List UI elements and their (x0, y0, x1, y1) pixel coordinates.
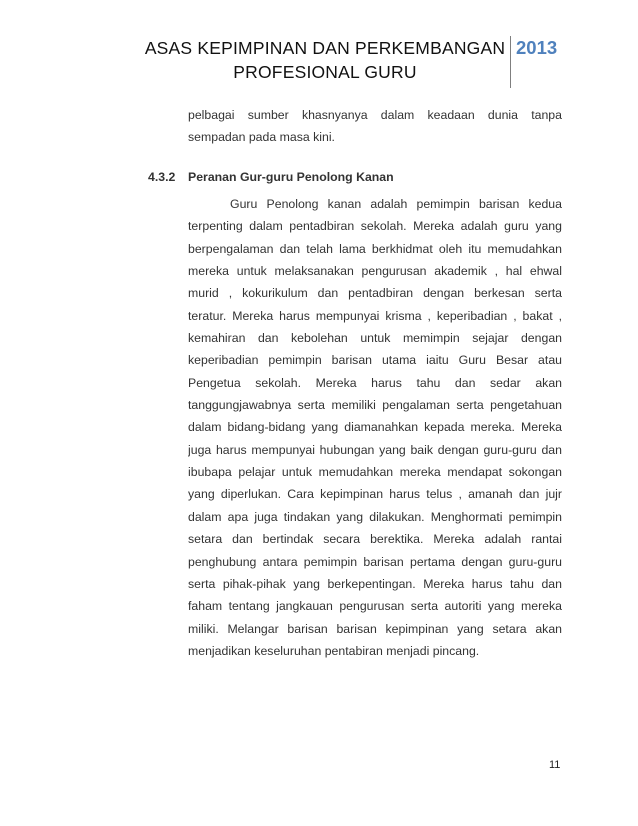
body-line: berpengalaman dan telah lama berkhidmat oleh itu memudahkan (188, 241, 562, 256)
intro-paragraph (188, 104, 562, 149)
body-line: tanggungjawabnya serta memiliki pengalaman serta pengetahuan (188, 398, 562, 413)
intro-line: pelbagai sumber khasnyanya dalam keadaan dunia tanpa (188, 108, 562, 122)
body-line: dalam bidang-bidang yang diamanahkan kepada mereka. Mereka (188, 420, 562, 435)
section-number: 4.3.2 (148, 170, 176, 184)
body-line: ibubapa pelajar untuk memudahkan mereka mendapat sokongan (188, 465, 562, 480)
section-title: Peranan Gur-guru Penolong Kanan (188, 170, 394, 184)
body-line: penghubung antara pemimpin barisan pertama dengan guru-guru (188, 554, 562, 569)
body-line: Pengetua sekolah. Mereka harus tahu dan sedar akan (188, 375, 562, 390)
body-line: keperibadian pemimpin barisan utama iaitu Guru Besar atau (188, 353, 562, 368)
body-line: setara dan bertindak secara berektika. Mereka adalah rantai (188, 532, 562, 547)
body-line: Guru Penolong kanan adalah pemimpin barisan kedua (230, 197, 562, 211)
header-title-line1: ASAS KEPIMPINAN DAN PERKEMBANGAN (144, 38, 506, 58)
body-line: juga harus mempunyai hubungan yang baik dengan guru-guru dan (188, 442, 562, 457)
body-line: teratur. Mereka harus mempunyai krisma , keperibadian , bakat , (188, 308, 562, 323)
body-line: yang diperlukan. Cara kepimpinan harus telus , amanah dan jujr (188, 487, 562, 502)
body-paragraph (188, 193, 562, 662)
intro-line: sempadan pada masa kini. (188, 130, 335, 145)
document-header (140, 36, 511, 88)
body-line: mereka untuk melaksanakan pengurusan akademik , hal ehwal (188, 264, 562, 279)
page-number: 11 (549, 759, 561, 771)
body-line: kemahiran dan kebolehan untuk memimpin sejajar dengan (188, 331, 562, 346)
body-line: dalam apa juga tindakan yang dilakukan. Menghormati pemimpin (188, 509, 562, 524)
header-year: 2013 (516, 37, 558, 58)
body-line: faham tentang jangkauan pengurusan serta autoriti yang mereka (188, 599, 562, 614)
body-line: terpenting dalam pentadbiran sekolah. Mereka adalah guru yang (188, 219, 562, 234)
body-line: murid , kokurikulum dan pentadbiran dengan berkesan serta (188, 286, 562, 301)
body-line: miliki. Melangar barisan barisan kepimpinan yang setara akan (188, 621, 562, 636)
body-line: menjadikan keseluruhan pentabiran menjadi pincang. (188, 643, 480, 658)
header-title-line2: PROFESIONAL GURU (233, 62, 417, 82)
body-line: serta pihak-pihak yang berkepentingan. Mereka harus tahu dan (188, 576, 562, 591)
